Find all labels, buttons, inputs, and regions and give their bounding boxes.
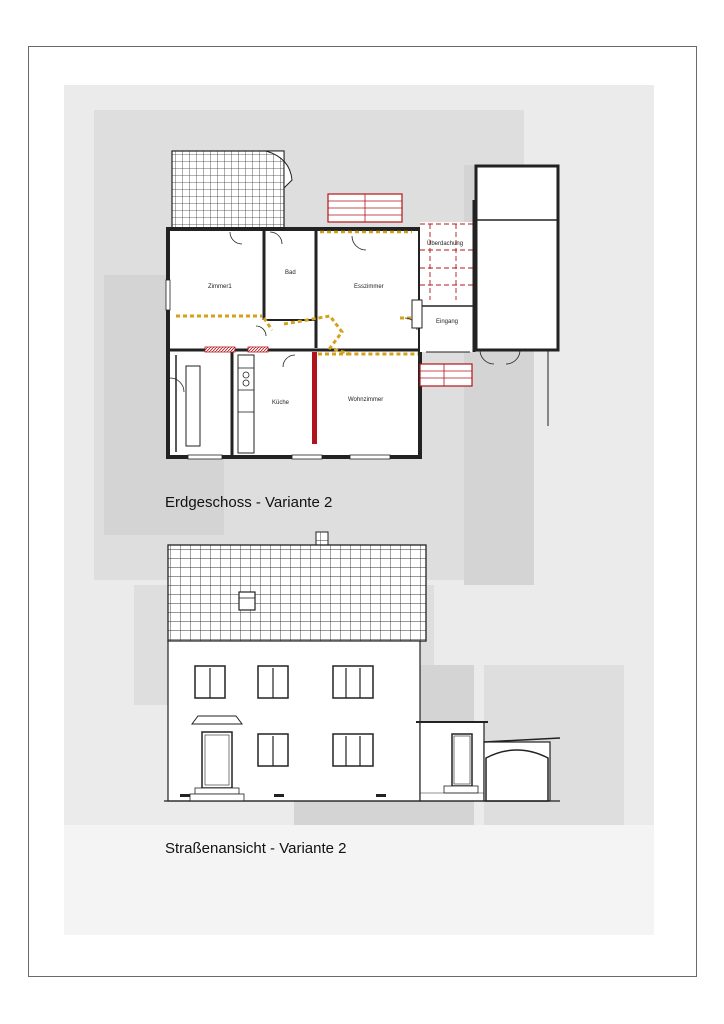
- house-outline: [168, 229, 420, 457]
- roof: [168, 545, 426, 641]
- room-label-zimmer1: Zimmer1: [208, 284, 232, 290]
- room-label-kueche: Küche: [272, 400, 290, 406]
- floor-plan: [166, 151, 558, 459]
- room-label-eingang: Eingang: [436, 319, 459, 325]
- garage: [476, 166, 558, 350]
- floor-plan-caption: Erdgeschoss - Variante 2: [165, 494, 333, 511]
- room-label-ueberdachung: Überdachung: [427, 241, 464, 247]
- front-door: [202, 732, 232, 788]
- room-label-esszimmer: Esszimmer: [354, 284, 384, 290]
- room-label-wohnzimmer: Wohnzimmer: [348, 397, 384, 403]
- street-elevation: [164, 532, 560, 801]
- terrace: [172, 151, 284, 231]
- elevation-caption: Straßenansicht - Variante 2: [165, 840, 347, 857]
- room-label-bad: Bad: [285, 270, 296, 276]
- new-wall: [312, 352, 317, 444]
